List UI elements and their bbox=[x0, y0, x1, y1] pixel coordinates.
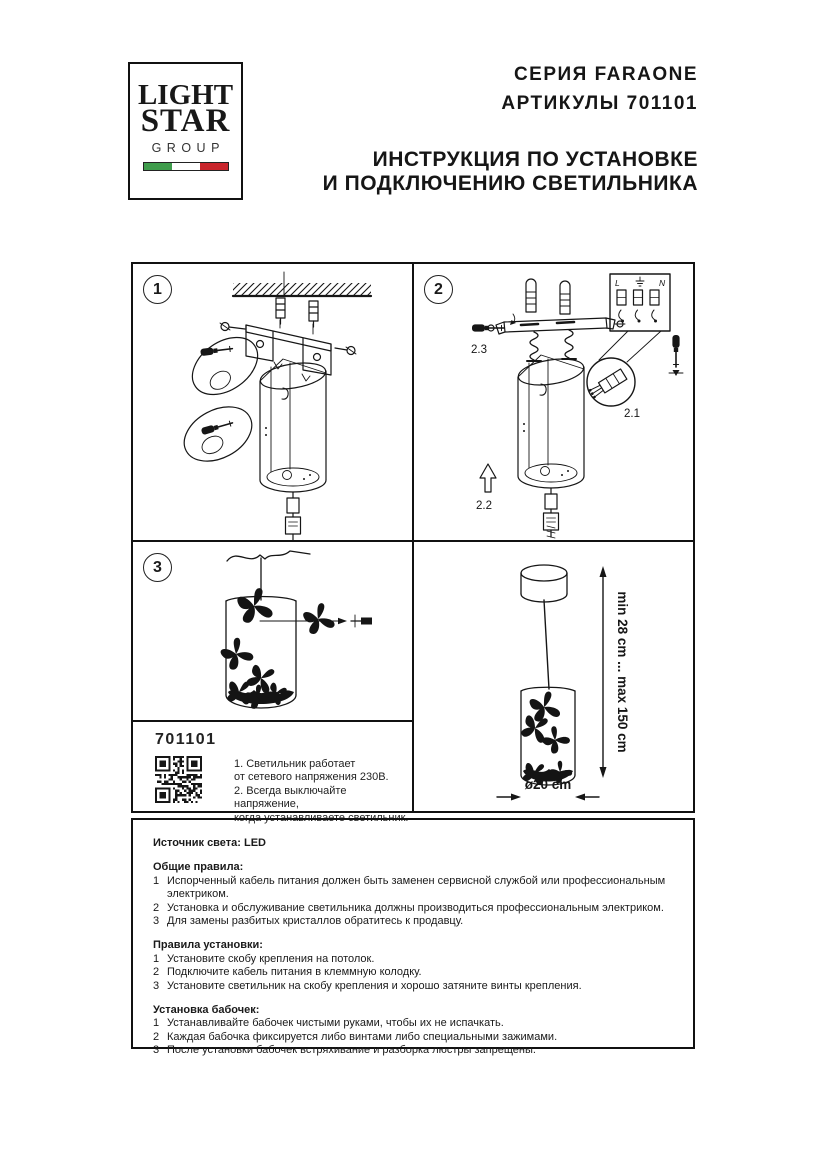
series-title: СЕРИЯ FARAONE bbox=[513, 64, 698, 85]
step-number-badge: 2 bbox=[424, 275, 453, 304]
note-line: от сетевого напряжения 230В. bbox=[234, 771, 389, 784]
terminal-callout bbox=[587, 331, 661, 406]
dimensions-drawing bbox=[414, 542, 693, 811]
italy-flag-icon bbox=[143, 162, 229, 171]
note-line: 1. Светильник работает bbox=[234, 758, 356, 770]
rule-list bbox=[153, 1017, 669, 1057]
rule-item: 3 После установки бабочек встряхивание и разборка люстры запрещены. bbox=[153, 1044, 536, 1057]
suspension-wire bbox=[544, 600, 549, 689]
instruction-title-line1: ИНСТРУКЦИЯ ПО УСТАНОВКЕ bbox=[372, 148, 698, 171]
instruction-title-line2: И ПОДКЛЮЧЕНИЮ СВЕТИЛЬНИКА bbox=[322, 172, 698, 195]
wall-anchors bbox=[526, 279, 570, 314]
panel-step-2 bbox=[414, 264, 693, 540]
qr-code bbox=[155, 756, 202, 803]
rule-section-title: Установка бабочек: bbox=[153, 1004, 260, 1017]
rule-item: 2 Подключите кабель питания в клеммную колодку. bbox=[153, 966, 422, 979]
rule-item: 2 Установка и обслуживание светильника должны производиться профессиональным электриком. bbox=[153, 901, 664, 914]
diameter-dimension-line bbox=[497, 794, 599, 801]
ceiling-hatch bbox=[233, 272, 371, 296]
height-dimension-line bbox=[600, 566, 607, 778]
panel-step-3 bbox=[133, 542, 412, 824]
rules-section-butterflies bbox=[153, 1004, 669, 1058]
note-line: 2. Всегда выключайте напряжение, bbox=[234, 784, 347, 811]
screwdriver-vertical-icon bbox=[669, 335, 683, 376]
article-info-section bbox=[133, 720, 412, 824]
rules-section-install bbox=[153, 939, 669, 993]
diameter-dimension-label: ø20 cm bbox=[524, 777, 572, 792]
safety-notes bbox=[234, 756, 412, 825]
logo-word-star: STAR bbox=[140, 103, 231, 139]
note-line: когда устанавливаете светильник. bbox=[234, 811, 409, 824]
diagram-grid bbox=[131, 262, 695, 824]
butterfly-icon bbox=[528, 690, 561, 722]
mounting-bracket bbox=[220, 320, 356, 381]
terminal-n-label: N bbox=[659, 278, 666, 288]
light-source-line: Источник света: LED bbox=[153, 837, 266, 849]
height-dimension-label: min 28 cm ... max 150 cm bbox=[615, 591, 630, 753]
label-2-2: 2.2 bbox=[476, 500, 492, 512]
panel-dimensions bbox=[414, 542, 693, 811]
label-2-3: 2.3 bbox=[471, 344, 487, 356]
canopy-housing bbox=[259, 359, 328, 540]
rule-item: 3 Для замены разбитых кристаллов обратитесь к продавцу. bbox=[153, 915, 464, 928]
step-number-badge: 1 bbox=[143, 275, 172, 304]
article-number: 701101 bbox=[155, 731, 217, 748]
ceiling-canopy bbox=[521, 565, 567, 602]
install-step1-drawing bbox=[133, 264, 412, 540]
butterfly-icon bbox=[236, 587, 274, 624]
hand-screwdriver-callout-2 bbox=[175, 396, 261, 472]
hand-screwdriver-callout-1 bbox=[179, 322, 268, 406]
rules-section-general bbox=[153, 861, 669, 928]
rule-list bbox=[153, 953, 669, 993]
rule-item: 1 Установите скобу крепления на потолок. bbox=[153, 952, 375, 965]
logo-word-light: LIGHT bbox=[137, 79, 234, 111]
flag-white-stripe bbox=[172, 163, 200, 170]
ceiling-squiggle bbox=[227, 551, 310, 561]
header-series-block bbox=[501, 60, 698, 118]
up-arrow-icon bbox=[480, 464, 496, 492]
rule-section-title: Правила установки: bbox=[153, 939, 263, 952]
label-2-1: 2.1 bbox=[624, 408, 640, 420]
rule-item: 3 Установите светильник на скобу крепления и хорошо затяните винты крепления. bbox=[153, 979, 582, 992]
rule-item: 1 Испорченный кабель питания должен быть заменен сервисной службой или профессиональным электриком. bbox=[153, 874, 666, 901]
rule-item: 1 Устанавливайте бабочек чистыми руками, чтобы их не испачкать. bbox=[153, 1017, 504, 1030]
flag-red-stripe bbox=[200, 163, 228, 170]
logo-word-group: GROUP bbox=[151, 141, 225, 155]
rules-box bbox=[131, 818, 695, 1057]
articles-title: АРТИКУЛЫ 701101 bbox=[501, 93, 698, 114]
terminal-l-label: L bbox=[615, 278, 620, 288]
mounting-bracket-bar bbox=[486, 318, 625, 334]
header-instruction-block bbox=[323, 148, 698, 196]
flag-green-stripe bbox=[144, 163, 172, 170]
butterfly-icon bbox=[539, 723, 572, 756]
lightstar-logo bbox=[128, 62, 243, 200]
butterfly-install-drawing bbox=[133, 542, 412, 720]
step-number-badge: 3 bbox=[143, 553, 172, 582]
rule-list bbox=[153, 875, 669, 929]
canopy-housing bbox=[517, 355, 586, 538]
fixing-screw-icon bbox=[351, 615, 372, 627]
install-step2-drawing bbox=[414, 264, 693, 540]
butterfly-icon bbox=[301, 601, 335, 635]
springs bbox=[527, 330, 576, 361]
anchor-screws bbox=[276, 298, 318, 327]
panel-step-1 bbox=[133, 264, 412, 540]
rule-section-title: Общие правила: bbox=[153, 861, 244, 874]
rule-item: 2 Каждая бабочка фиксируется либо винтами либо специальными зажимами. bbox=[153, 1030, 558, 1043]
butterfly-icon bbox=[218, 635, 255, 672]
